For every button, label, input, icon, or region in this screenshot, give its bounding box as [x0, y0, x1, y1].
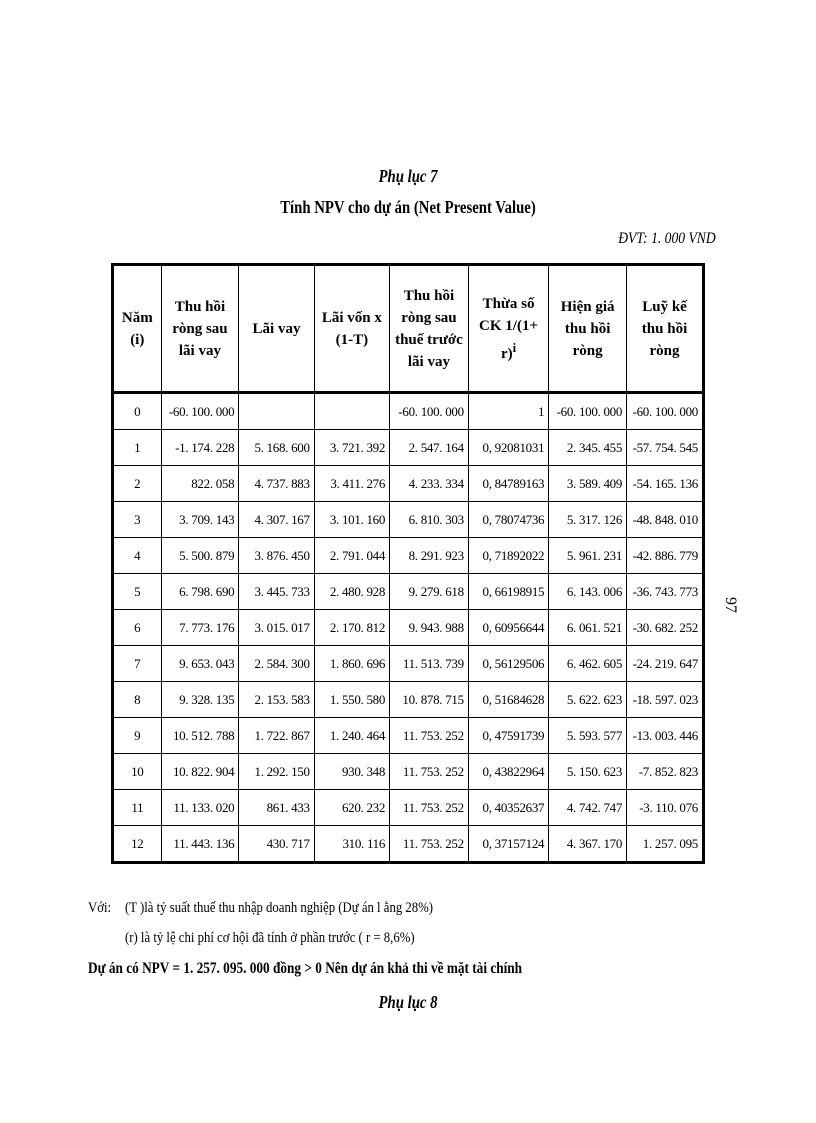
- cell-interest: 2. 584. 300: [239, 646, 314, 682]
- cell-year: 12: [113, 826, 162, 863]
- cell-net-before-interest: -60. 100. 000: [390, 393, 469, 430]
- table-row: [113, 790, 704, 826]
- cell-cumulative: -36. 743. 773: [627, 574, 704, 610]
- cell-discount-factor: 0, 51684628: [468, 682, 548, 718]
- cell-interest: 1. 292. 150: [239, 754, 314, 790]
- cell-year: 2: [113, 466, 162, 502]
- cell-year: 7: [113, 646, 162, 682]
- cell-interest: 3. 015. 017: [239, 610, 314, 646]
- document-title: Tính NPV cho dự án (Net Present Value): [280, 197, 536, 217]
- cell-net-after-interest: 10. 512. 788: [161, 718, 239, 754]
- cell-net-after-interest: 9. 328. 135: [161, 682, 239, 718]
- cell-interest-after-tax: 2. 170. 812: [314, 610, 389, 646]
- cell-net-before-interest: 11. 513. 739: [390, 646, 469, 682]
- cell-discount-factor: 0, 66198915: [468, 574, 548, 610]
- cell-interest-after-tax: 3. 721. 392: [314, 430, 389, 466]
- cell-cumulative: -48. 848. 010: [627, 502, 704, 538]
- table-row: [113, 826, 704, 863]
- page-number: 97: [722, 597, 739, 613]
- cell-net-after-interest: 3. 709. 143: [161, 502, 239, 538]
- cell-interest: 4. 307. 167: [239, 502, 314, 538]
- cell-present-value: 6. 462. 605: [549, 646, 627, 682]
- cell-net-after-interest: 822. 058: [161, 466, 239, 502]
- cell-year: 9: [113, 718, 162, 754]
- cell-net-after-interest: 11. 443. 136: [161, 826, 239, 863]
- cell-year: 1: [113, 430, 162, 466]
- note-prefix: Với:: [88, 900, 112, 916]
- table-row: [113, 646, 704, 682]
- cell-discount-factor: 0, 71892022: [468, 538, 548, 574]
- cell-cumulative: -18. 597. 023: [627, 682, 704, 718]
- cell-cumulative: -7. 852. 823: [627, 754, 704, 790]
- cell-discount-factor: 0, 56129506: [468, 646, 548, 682]
- table-row: [113, 718, 704, 754]
- cell-cumulative: -3. 110. 076: [627, 790, 704, 826]
- header-row: [113, 265, 704, 393]
- cell-discount-factor: 0, 43822964: [468, 754, 548, 790]
- cell-net-before-interest: 11. 753. 252: [390, 754, 469, 790]
- table-row: [113, 538, 704, 574]
- cell-net-after-interest: 11. 133. 020: [161, 790, 239, 826]
- cell-present-value: 5. 317. 126: [549, 502, 627, 538]
- cell-net-before-interest: 6. 810. 303: [390, 502, 469, 538]
- cell-present-value: 2. 345. 455: [549, 430, 627, 466]
- cell-interest: 430. 717: [239, 826, 314, 863]
- cell-year: 6: [113, 610, 162, 646]
- header-net-recovery-after-interest: Thu hồi ròng sau lãi vay: [161, 265, 239, 393]
- cell-present-value: 6. 061. 521: [549, 610, 627, 646]
- cell-year: 8: [113, 682, 162, 718]
- cell-net-before-interest: 9. 279. 618: [390, 574, 469, 610]
- cell-net-before-interest: 8. 291. 923: [390, 538, 469, 574]
- cell-interest: 1. 722. 867: [239, 718, 314, 754]
- cell-interest-after-tax: 3. 101. 160: [314, 502, 389, 538]
- cell-interest-after-tax: 1. 860. 696: [314, 646, 389, 682]
- cell-present-value: 6. 143. 006: [549, 574, 627, 610]
- npv-conclusion: Dự án có NPV = 1. 257. 095. 000 đồng > 0 Nên dự án khả thi về mặt tài chính: [88, 960, 523, 977]
- cell-interest: 2. 153. 583: [239, 682, 314, 718]
- cell-interest-after-tax: 3. 411. 276: [314, 466, 389, 502]
- cell-interest-after-tax: [314, 393, 389, 430]
- cell-interest-after-tax: 2. 791. 044: [314, 538, 389, 574]
- header-discount-factor: [468, 265, 548, 393]
- cell-net-before-interest: 11. 753. 252: [390, 790, 469, 826]
- cell-interest-after-tax: 620. 232: [314, 790, 389, 826]
- cell-year: 11: [113, 790, 162, 826]
- cell-cumulative: 1. 257. 095: [627, 826, 704, 863]
- cell-year: 10: [113, 754, 162, 790]
- header-interest-after-tax: Lãi vốn x (1-T): [314, 265, 389, 393]
- cell-cumulative: -24. 219. 647: [627, 646, 704, 682]
- cell-interest-after-tax: 1. 550. 580: [314, 682, 389, 718]
- table-row: [113, 466, 704, 502]
- header-year: Năm (i): [113, 265, 162, 393]
- cell-interest-after-tax: 1. 240. 464: [314, 718, 389, 754]
- table-row: [113, 682, 704, 718]
- cell-cumulative: -60. 100. 000: [627, 393, 704, 430]
- cell-discount-factor: 1: [468, 393, 548, 430]
- cell-net-after-interest: 5. 500. 879: [161, 538, 239, 574]
- cell-interest: 3. 876. 450: [239, 538, 314, 574]
- cell-discount-factor: 0, 92081031: [468, 430, 548, 466]
- appendix-7-title: Phụ lục 7: [378, 166, 438, 186]
- cell-discount-factor: 0, 60956644: [468, 610, 548, 646]
- cell-net-before-interest: 9. 943. 988: [390, 610, 469, 646]
- cell-interest-after-tax: 930. 348: [314, 754, 389, 790]
- cell-year: 0: [113, 393, 162, 430]
- cell-cumulative: -30. 682. 252: [627, 610, 704, 646]
- cell-year: 4: [113, 538, 162, 574]
- table-row: [113, 430, 704, 466]
- note-opportunity-cost: (r) là tỷ lệ chi phí cơ hội đã tính ở phần trước ( r = 8,6%): [125, 930, 415, 946]
- cell-present-value: 4. 742. 747: [549, 790, 627, 826]
- cell-cumulative: -13. 003. 446: [627, 718, 704, 754]
- cell-discount-factor: 0, 84789163: [468, 466, 548, 502]
- cell-cumulative: -42. 886. 779: [627, 538, 704, 574]
- cell-discount-factor: 0, 78074736: [468, 502, 548, 538]
- cell-net-before-interest: 2. 547. 164: [390, 430, 469, 466]
- header-present-value: Hiện giá thu hồi ròng: [549, 265, 627, 393]
- cell-net-after-interest: 10. 822. 904: [161, 754, 239, 790]
- cell-net-before-interest: 10. 878. 715: [390, 682, 469, 718]
- unit-label: ĐVT: 1. 000 VND: [618, 230, 716, 247]
- cell-interest-after-tax: 310. 116: [314, 826, 389, 863]
- cell-net-before-interest: 4. 233. 334: [390, 466, 469, 502]
- cell-present-value: 5. 593. 577: [549, 718, 627, 754]
- cell-interest: [239, 393, 314, 430]
- npv-table: [111, 263, 705, 864]
- table-row: [113, 610, 704, 646]
- table-row: [113, 502, 704, 538]
- cell-present-value: -60. 100. 000: [549, 393, 627, 430]
- cell-interest: 5. 168. 600: [239, 430, 314, 466]
- cell-discount-factor: 0, 37157124: [468, 826, 548, 863]
- table-row: [113, 574, 704, 610]
- cell-interest: 4. 737. 883: [239, 466, 314, 502]
- cell-net-after-interest: 9. 653. 043: [161, 646, 239, 682]
- header-interest: Lãi vay: [239, 265, 314, 393]
- header-net-recovery-before-interest: Thu hồi ròng sau thuế trước lãi vay: [390, 265, 469, 393]
- cell-interest: 861. 433: [239, 790, 314, 826]
- cell-year: 5: [113, 574, 162, 610]
- table-row: [113, 393, 704, 430]
- cell-cumulative: -57. 754. 545: [627, 430, 704, 466]
- cell-present-value: 5. 622. 623: [549, 682, 627, 718]
- cell-net-before-interest: 11. 753. 252: [390, 826, 469, 863]
- appendix-8-title: Phụ lục 8: [378, 992, 438, 1012]
- note-tax-rate: (T )là tỷ suất thuế thu nhập doanh nghiệp (Dự án l ằng 28%): [125, 900, 434, 916]
- cell-present-value: 5. 150. 623: [549, 754, 627, 790]
- cell-net-after-interest: -60. 100. 000: [161, 393, 239, 430]
- cell-net-after-interest: 6. 798. 690: [161, 574, 239, 610]
- cell-cumulative: -54. 165. 136: [627, 466, 704, 502]
- cell-present-value: 3. 589. 409: [549, 466, 627, 502]
- cell-net-before-interest: 11. 753. 252: [390, 718, 469, 754]
- cell-discount-factor: 0, 40352637: [468, 790, 548, 826]
- header-cumulative: Luỹ kế thu hồi ròng: [627, 265, 704, 393]
- cell-net-after-interest: -1. 174. 228: [161, 430, 239, 466]
- header-discount-exponent: i: [512, 340, 517, 355]
- cell-year: 3: [113, 502, 162, 538]
- cell-interest: 3. 445. 733: [239, 574, 314, 610]
- cell-discount-factor: 0, 47591739: [468, 718, 548, 754]
- table-row: [113, 754, 704, 790]
- cell-present-value: 4. 367. 170: [549, 826, 627, 863]
- cell-interest-after-tax: 2. 480. 928: [314, 574, 389, 610]
- cell-net-after-interest: 7. 773. 176: [161, 610, 239, 646]
- cell-present-value: 5. 961. 231: [549, 538, 627, 574]
- header-discount-factor-label: Thừa số CK 1/(1+ r): [479, 295, 539, 362]
